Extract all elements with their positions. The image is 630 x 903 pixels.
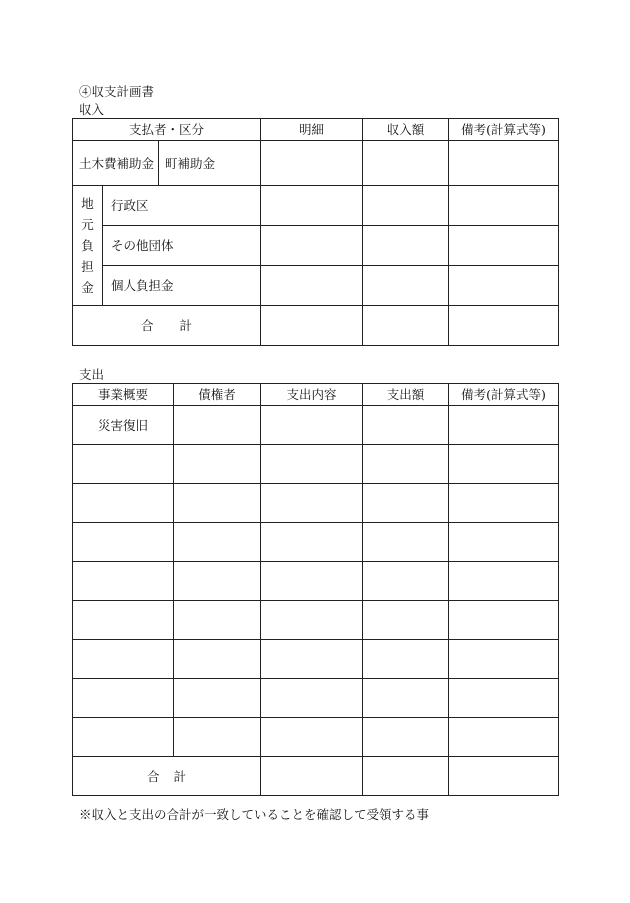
civil-subsidy-label: 土木費補助金 [73,141,159,186]
local-item-other-groups: その他団体 [103,226,261,266]
income-section-label: 収入 [79,102,105,117]
income-cell [363,226,449,266]
income-cell [363,266,449,306]
expense-cell [261,523,363,562]
expense-cell [261,406,363,445]
expense-total-cell [261,757,363,796]
total-char: 計 [173,768,187,784]
income-header-remarks: 備考(計算式等) [449,119,559,141]
total-char: 合 [141,318,154,333]
expense-cell [363,562,449,601]
expense-cell [73,484,174,523]
expense-cell [73,640,174,679]
expense-cell [449,406,559,445]
expense-cell [449,718,559,757]
expense-header-remarks: 備考(計算式等) [449,384,559,406]
income-header-payer: 支払者・区分 [73,119,261,141]
income-total-cell [449,306,559,346]
expense-cell [363,679,449,718]
expense-summary-disaster: 災害復旧 [73,406,174,445]
expense-cell [73,562,174,601]
expense-header-creditor: 債権者 [174,384,261,406]
document-title: ④収支計画書 [79,84,155,99]
income-cell [261,226,363,266]
income-total-label [73,306,261,346]
expense-cell [73,679,174,718]
income-header-amount: 収入額 [363,119,449,141]
expense-cell [261,718,363,757]
income-cell [261,141,363,186]
local-burden-char: 担 [81,259,94,274]
expense-cell [174,523,261,562]
income-table [72,118,559,346]
town-subsidy-label: 町補助金 [159,141,261,186]
income-cell [449,266,559,306]
expense-header-summary: 事業概要 [73,384,174,406]
expense-cell [363,484,449,523]
expense-header-content: 支出内容 [261,384,363,406]
expense-cell [174,640,261,679]
expense-cell [174,445,261,484]
expense-cell [363,640,449,679]
expense-total-cell [449,757,559,796]
expense-cell [449,601,559,640]
income-cell [261,186,363,226]
expense-header-amount: 支出額 [363,384,449,406]
expense-cell [363,601,449,640]
expense-cell [174,718,261,757]
expense-cell [449,640,559,679]
expense-cell [261,601,363,640]
expense-cell [73,601,174,640]
income-cell [449,226,559,266]
expense-cell [73,718,174,757]
local-burden-char: 元 [81,217,94,232]
expense-total-label [73,757,261,796]
expense-table [72,383,559,796]
expense-cell [261,484,363,523]
income-cell [261,266,363,306]
income-total-cell [261,306,363,346]
expense-cell [363,523,449,562]
expense-cell [261,562,363,601]
expense-cell [449,445,559,484]
expense-cell [174,601,261,640]
income-total-cell [363,306,449,346]
income-cell [449,186,559,226]
expense-cell [174,484,261,523]
local-burden-char: 金 [81,280,94,295]
footnote: ※収入と支出の合計が一致していることを確認して受領する事 [79,807,430,822]
expense-cell [73,445,174,484]
expense-cell [449,523,559,562]
expense-cell [174,562,261,601]
expense-cell [261,640,363,679]
expense-section-label: 支出 [79,367,105,382]
local-burden-label [73,186,103,306]
expense-cell [174,679,261,718]
expense-cell [73,523,174,562]
expense-cell [261,679,363,718]
expense-cell [261,445,363,484]
expense-cell [363,445,449,484]
total-char: 計 [179,318,193,333]
income-cell [363,141,449,186]
local-item-personal: 個人負担金 [103,266,261,306]
expense-cell [363,406,449,445]
local-item-district: 行政区 [103,186,261,226]
local-burden-char: 地 [81,196,94,211]
local-burden-char: 負 [81,238,94,253]
expense-total-cell [363,757,449,796]
expense-cell [363,718,449,757]
income-cell [449,141,559,186]
expense-cell [449,484,559,523]
expense-cell [449,679,559,718]
income-header-detail: 明細 [261,119,363,141]
income-cell [363,186,449,226]
expense-cell [174,406,261,445]
expense-cell [449,562,559,601]
total-char: 合 [146,768,160,784]
